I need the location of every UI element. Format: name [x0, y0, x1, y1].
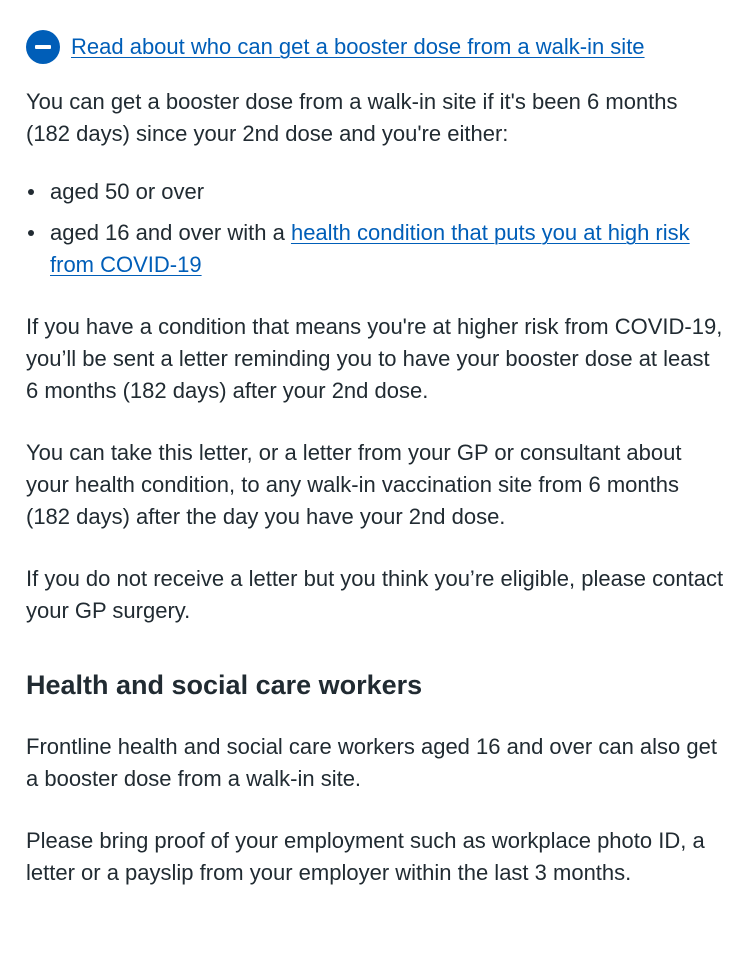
intro-paragraph: You can get a booster dose from a walk-in site if it's been 6 months (182 days) since your 2nd dose and you're either:: [26, 89, 678, 146]
minus-bar: [35, 45, 51, 49]
summary-link-booster-walk-in[interactable]: Read about who can get a booster dose from a walk-in site: [71, 34, 645, 59]
list-item-health-condition: [26, 217, 724, 281]
workers-heading: Health and social care workers: [26, 670, 423, 700]
health-condition-link[interactable]: health condition that puts you at high risk from COVID-19: [50, 220, 690, 277]
no-letter-paragraph: If you do not receive a letter but you think you’re eligible, please contact your GP surgery.: [26, 566, 724, 623]
details-summary[interactable]: [26, 0, 724, 64]
minus-circle-icon[interactable]: [26, 30, 60, 64]
list-item-text: aged 16 and over with a: [50, 220, 291, 245]
take-letter-paragraph: You can take this letter, or a letter from your GP or consultant about your health condition, to any walk-in vaccination site from 6 months (182 days) after the day you have your 2nd dose.: [26, 440, 682, 529]
letter-reminder-paragraph: If you have a condition that means you're at higher risk from COVID-19, you’ll be sent a letter reminding you to have your booster dose at least 6 months (182 days) after your 2nd dose.: [26, 314, 723, 403]
list-item-aged-50: aged 50 or over: [26, 176, 724, 208]
criteria-list: [26, 176, 724, 281]
workers-paragraph-2: Please bring proof of your employment such as workplace photo ID, a letter or a payslip from your employer within the last 3 months.: [26, 828, 705, 885]
workers-paragraph-1: Frontline health and social care workers aged 16 and over can also get a booster dose from a walk-in site.: [26, 734, 717, 791]
